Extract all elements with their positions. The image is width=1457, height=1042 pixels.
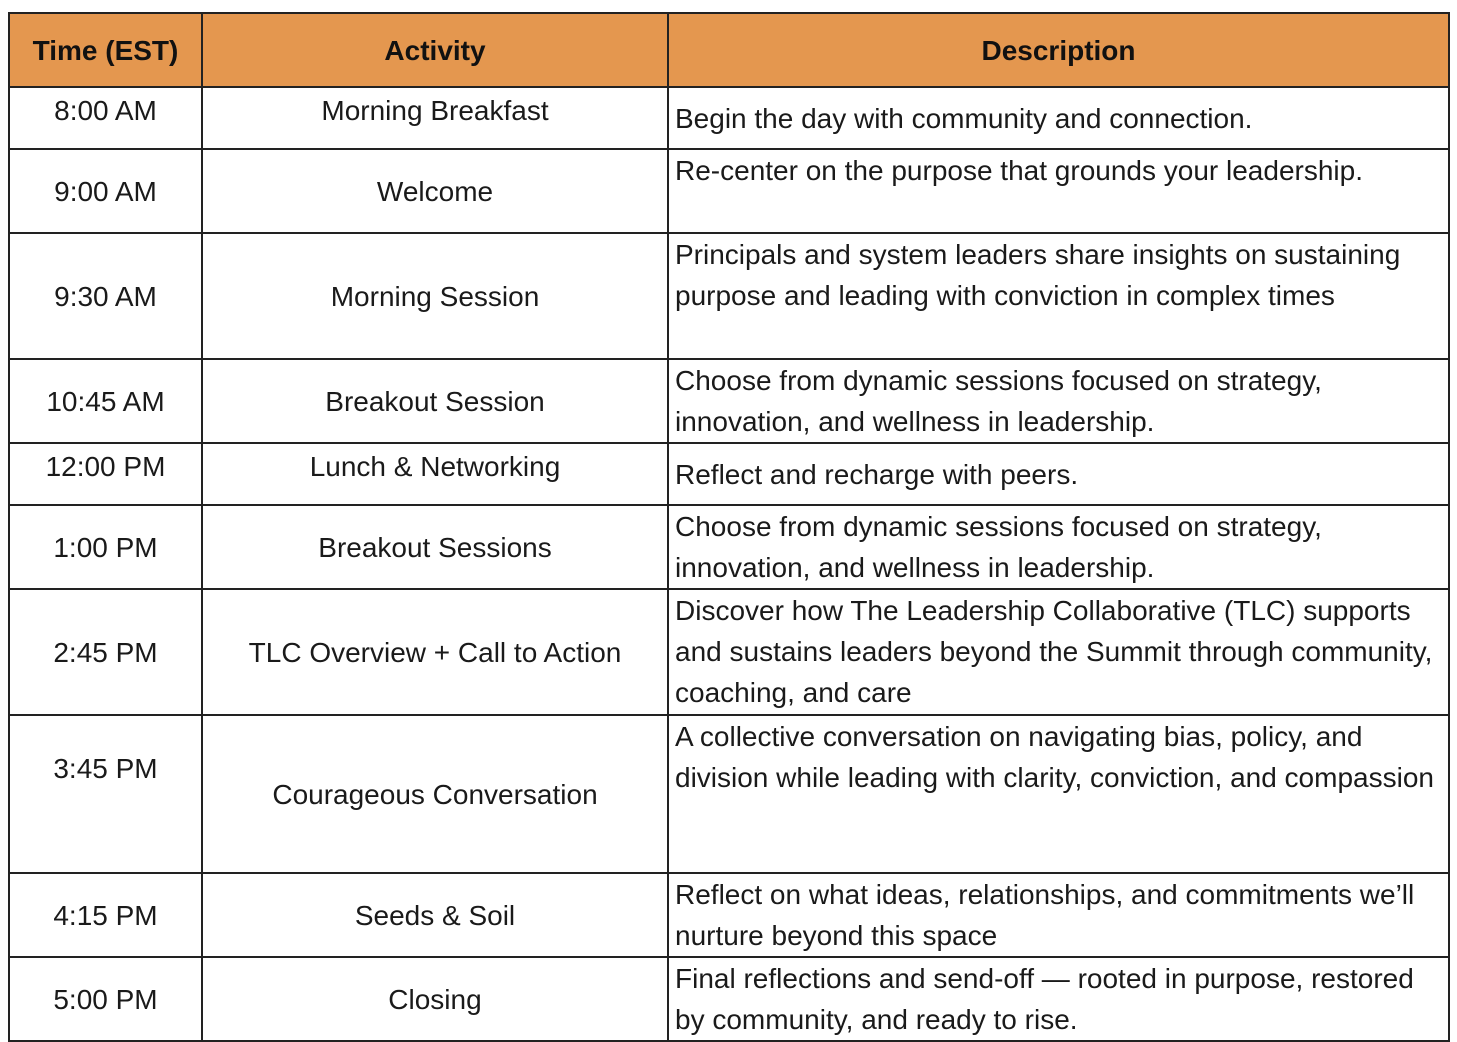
activity-cell: Morning Breakfast <box>202 87 668 149</box>
header-description: Description <box>668 13 1449 87</box>
table-row <box>9 87 1449 149</box>
table-row <box>9 589 1449 715</box>
time-cell: 2:45 PM <box>9 589 202 715</box>
time-cell: 3:45 PM <box>9 715 202 873</box>
description-cell: Reflect on what ideas, relationships, and commitments we’ll nurture beyond this space <box>668 873 1449 957</box>
time-cell: 8:00 AM <box>9 87 202 149</box>
activity-cell: Lunch & Networking <box>202 443 668 505</box>
time-cell: 10:45 AM <box>9 359 202 443</box>
time-cell: 9:30 AM <box>9 233 202 359</box>
activity-cell: Courageous Conversation <box>202 715 668 873</box>
time-cell: 9:00 AM <box>9 149 202 233</box>
activity-cell: Closing <box>202 957 668 1041</box>
table-row <box>9 957 1449 1041</box>
activity-cell: Welcome <box>202 149 668 233</box>
time-cell: 5:00 PM <box>9 957 202 1041</box>
schedule-table <box>8 12 1450 1042</box>
activity-cell: Seeds & Soil <box>202 873 668 957</box>
table-row <box>9 443 1449 505</box>
activity-cell: Breakout Session <box>202 359 668 443</box>
description-cell: Choose from dynamic sessions focused on strategy, innovation, and wellness in leadership. <box>668 359 1449 443</box>
table-row <box>9 149 1449 233</box>
description-cell: Discover how The Leadership Collaborative (TLC) supports and sustains leaders beyond the Summit through community, coaching, and care <box>668 589 1449 715</box>
header-activity: Activity <box>202 13 668 87</box>
table-row <box>9 873 1449 957</box>
table-row <box>9 505 1449 589</box>
activity-cell: Breakout Sessions <box>202 505 668 589</box>
description-cell: Reflect and recharge with peers. <box>668 443 1449 505</box>
activity-cell: Morning Session <box>202 233 668 359</box>
header-row <box>9 13 1449 87</box>
time-cell: 1:00 PM <box>9 505 202 589</box>
table-row <box>9 233 1449 359</box>
activity-cell: TLC Overview + Call to Action <box>202 589 668 715</box>
table-row <box>9 715 1449 873</box>
description-cell: Final reflections and send-off — rooted in purpose, restored by community, and ready to rise. <box>668 957 1449 1041</box>
description-cell: Choose from dynamic sessions focused on strategy, innovation, and wellness in leadership. <box>668 505 1449 589</box>
time-cell: 4:15 PM <box>9 873 202 957</box>
time-cell: 12:00 PM <box>9 443 202 505</box>
description-cell: A collective conversation on navigating bias, policy, and division while leading with clarity, conviction, and compassion <box>668 715 1449 873</box>
description-cell: Principals and system leaders share insights on sustaining purpose and leading with conviction in complex times <box>668 233 1449 359</box>
description-cell: Re-center on the purpose that grounds your leadership. <box>668 149 1449 233</box>
description-cell: Begin the day with community and connection. <box>668 87 1449 149</box>
header-time: Time (EST) <box>9 13 202 87</box>
table-row <box>9 359 1449 443</box>
